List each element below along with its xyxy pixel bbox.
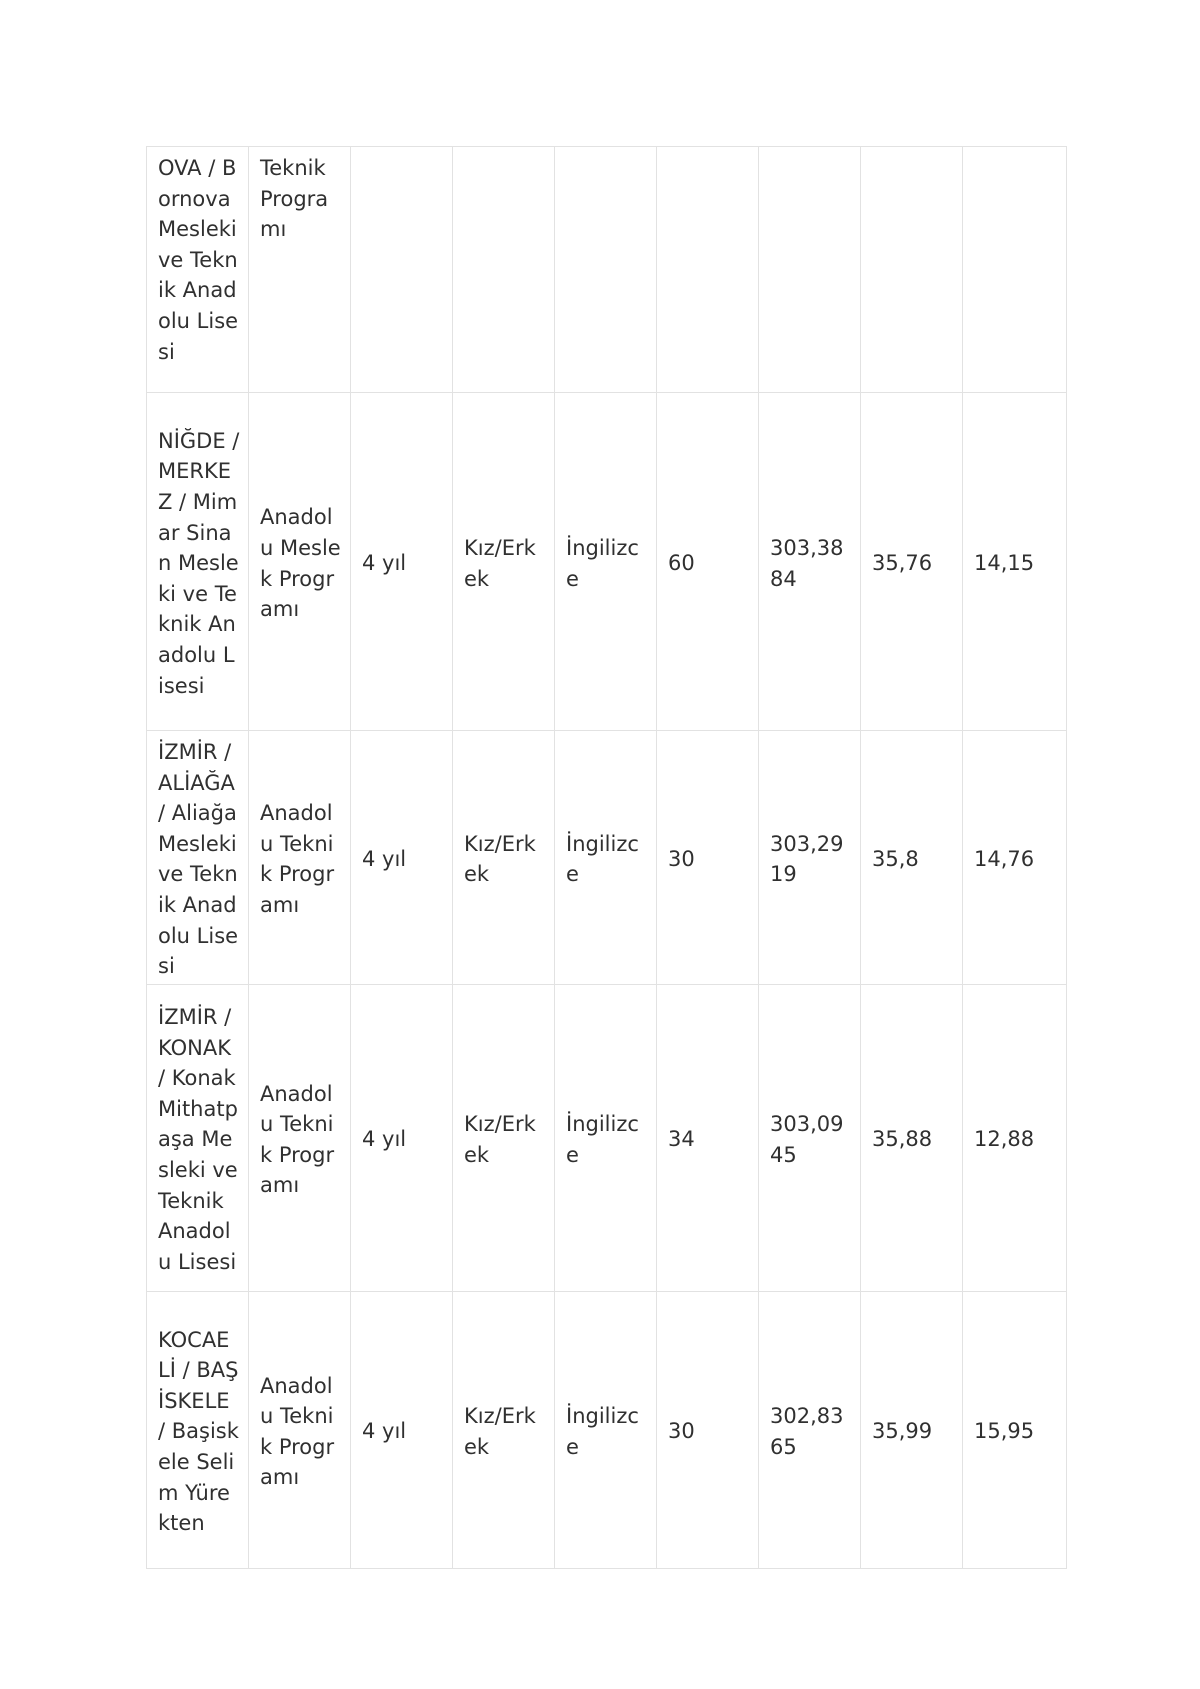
table-row [147, 393, 1067, 731]
school-cell: İZMİR / KONAK / Konak Mithatpaşa Mesleki ve Teknik Anadolu Lisesi [147, 984, 249, 1291]
school-cell: OVA / Bornova Mesleki ve Teknik Anadolu Lisesi [147, 147, 249, 393]
quota-cell [657, 147, 759, 393]
school-cell: İZMİR / ALİAĞA / Aliağa Mesleki ve Teknik Anadolu Lisesi [147, 731, 249, 985]
language-cell: İngilizce [555, 393, 657, 731]
duration-cell: 4 yıl [351, 393, 453, 731]
secondary-percentile-cell: 14,15 [963, 393, 1067, 731]
quota-cell: 30 [657, 1291, 759, 1568]
secondary-percentile-cell [963, 147, 1067, 393]
score-cell: 303,2919 [759, 731, 861, 985]
table-row [147, 731, 1067, 985]
school-cell: NİĞDE / MERKEZ / Mimar Sinan Mesleki ve Teknik Anadolu Lisesi [147, 393, 249, 731]
duration-cell: 4 yıl [351, 984, 453, 1291]
program-cell: Anadolu Teknik Programı [249, 1291, 351, 1568]
percentile-cell [861, 147, 963, 393]
language-cell [555, 147, 657, 393]
table-row [147, 984, 1067, 1291]
gender-cell [453, 147, 555, 393]
secondary-percentile-cell: 14,76 [963, 731, 1067, 985]
language-cell: İngilizce [555, 984, 657, 1291]
gender-cell: Kız/Erkek [453, 984, 555, 1291]
gender-cell: Kız/Erkek [453, 1291, 555, 1568]
percentile-cell: 35,99 [861, 1291, 963, 1568]
program-cell: Anadolu Meslek Programı [249, 393, 351, 731]
language-cell: İngilizce [555, 1291, 657, 1568]
score-cell: 303,3884 [759, 393, 861, 731]
table-row [147, 147, 1067, 393]
gender-cell: Kız/Erkek [453, 731, 555, 985]
quota-cell: 34 [657, 984, 759, 1291]
percentile-cell: 35,8 [861, 731, 963, 985]
language-cell: İngilizce [555, 731, 657, 985]
score-cell [759, 147, 861, 393]
secondary-percentile-cell: 12,88 [963, 984, 1067, 1291]
percentile-cell: 35,76 [861, 393, 963, 731]
percentile-cell: 35,88 [861, 984, 963, 1291]
score-cell: 302,8365 [759, 1291, 861, 1568]
duration-cell: 4 yıl [351, 731, 453, 985]
duration-cell: 4 yıl [351, 1291, 453, 1568]
quota-cell: 60 [657, 393, 759, 731]
gender-cell: Kız/Erkek [453, 393, 555, 731]
school-placement-table [146, 146, 1067, 1569]
score-cell: 303,0945 [759, 984, 861, 1291]
program-cell: Teknik Programı [249, 147, 351, 393]
program-cell: Anadolu Teknik Programı [249, 984, 351, 1291]
duration-cell [351, 147, 453, 393]
quota-cell: 30 [657, 731, 759, 985]
table-row [147, 1291, 1067, 1568]
secondary-percentile-cell: 15,95 [963, 1291, 1067, 1568]
program-cell: Anadolu Teknik Programı [249, 731, 351, 985]
school-cell: KOCAELİ / BAŞİSKELE / Başiskele Selim Yürekten [147, 1291, 249, 1568]
